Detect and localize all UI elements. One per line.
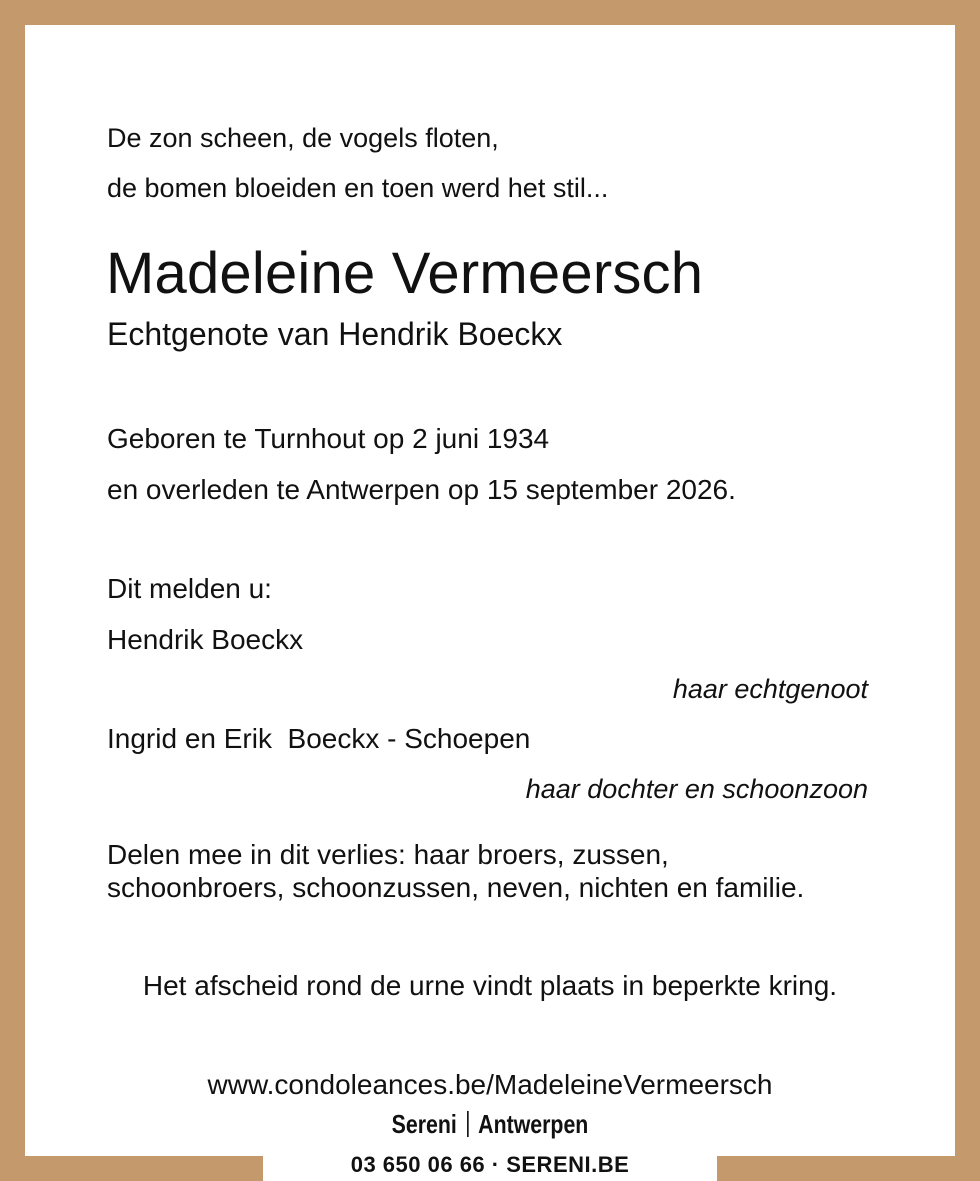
announcer-relation-2: haar dochter en schoonzoon bbox=[525, 774, 868, 804]
announcer-name-1: Hendrik Boeckx bbox=[107, 624, 304, 655]
announcer-relation-1: haar echtgenoot bbox=[672, 674, 868, 704]
death-line: en overleden te Antwerpen op 15 september 2026. bbox=[107, 474, 736, 505]
announcers-intro: Dit melden u: bbox=[107, 573, 272, 604]
spouse-line: Echtgenote van Hendrik Boeckx bbox=[107, 316, 563, 352]
brand-location: Antwerpen bbox=[478, 1109, 589, 1139]
closing-text: Het afscheid rond de urne vindt plaats in beperkte kring. bbox=[142, 970, 838, 1001]
condolence-url[interactable]: www.condoleances.be/MadeleineVermeersch bbox=[207, 1069, 773, 1100]
brand-name: Sereni bbox=[391, 1109, 457, 1139]
announcer-name-2: Ingrid en Erik Boeckx - Schoepen bbox=[107, 723, 531, 754]
verse-line-2: de bomen bloeiden en toen werd het stil... bbox=[107, 173, 609, 203]
funeral-home-logo bbox=[88, 1109, 892, 1140]
deceased-name: Madeleine Vermeersch bbox=[106, 241, 704, 306]
mourners-text: Delen mee in dit verlies: haar broers, zussen, schoonbroers, schoonzussen, neven, nichten en familie. bbox=[107, 839, 805, 903]
birth-line: Geboren te Turnhout op 2 juni 1934 bbox=[107, 423, 550, 454]
brand-divider bbox=[467, 1111, 469, 1137]
verse-line-1: De zon scheen, de vogels floten, bbox=[107, 123, 499, 153]
contact-line: 03 650 06 66 · SERENI.BE bbox=[350, 1152, 630, 1177]
